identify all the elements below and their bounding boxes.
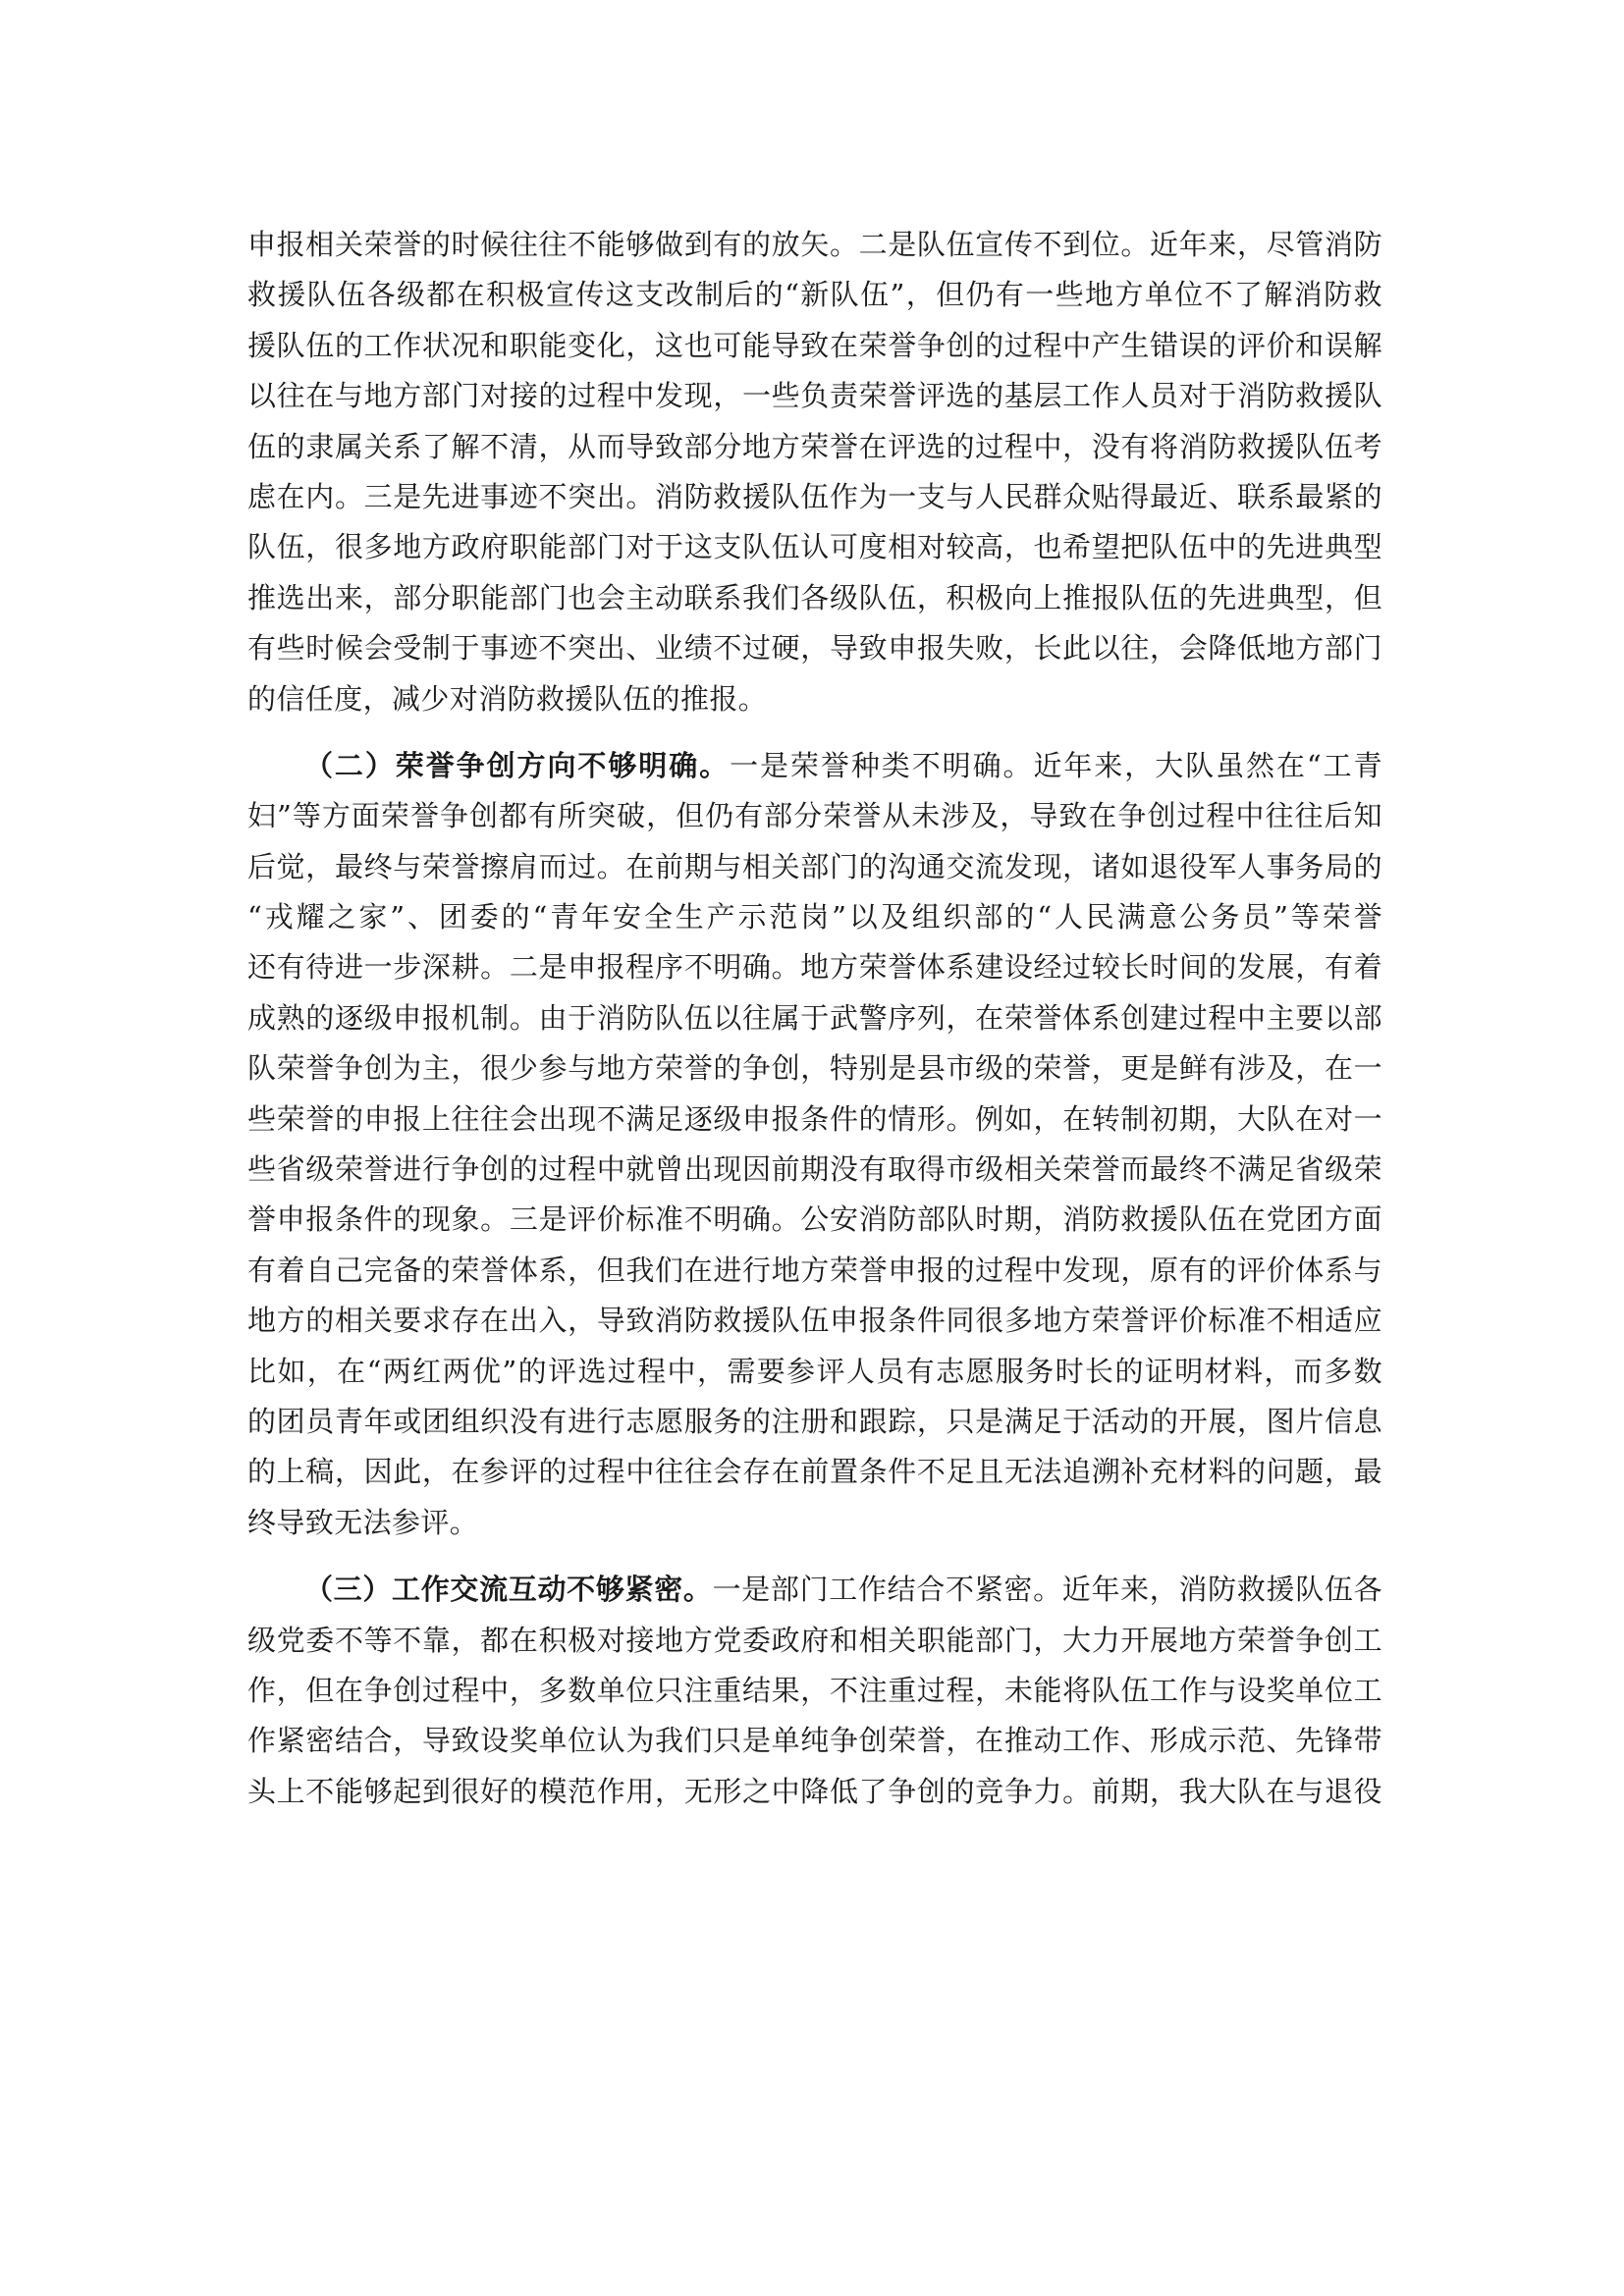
paragraph-line: 些省级荣誉进行争创的过程中就曾出现因前期没有取得市级相关荣誉而最终不满足省级荣: [247, 1152, 1382, 1187]
paragraph-line: 以往在与地方部门对接的过程中发现，一些负责荣誉评选的基层工作人员对于消防救援队: [247, 379, 1382, 413]
paragraph-line: 申报相关荣誉的时候往往不能够做到有的放矢。二是队伍宣传不到位。近年来，尽管消防: [247, 228, 1382, 261]
paragraph-line: 地方的相关要求存在出入，导致消防救援队伍申报条件同很多地方荣誉评价标准不相适应: [247, 1304, 1382, 1338]
paragraph-line: 级党委不等不靠，都在积极对接地方党委政府和相关职能部门，大力开展地方荣誉争创工: [247, 1623, 1382, 1657]
paragraph-line: 有着自己完备的荣誉体系，但我们在进行地方荣誉申报的过程中发现，原有的评价体系与: [247, 1253, 1382, 1287]
paragraph-line: 还有待进一步深耕。二是申报程序不明确。地方荣誉体系建设经过较长时间的发展，有着: [247, 950, 1382, 985]
document-body: [247, 220, 1382, 1817]
paragraph-line: 的信任度，减少对消防救援队伍的推报。: [247, 681, 768, 716]
paragraph-line: 救援队伍各级都在积极宣传这支改制后的“新队伍”，但仍有一些地方单位不了解消防救: [247, 278, 1382, 312]
paragraph-line: 有些时候会受制于事迹不突出、业绩不过硬，导致申报失败，长此以往，会降低地方部门: [247, 631, 1382, 666]
paragraph-line: 伍的隶属关系了解不清，从而导致部分地方荣誉在评选的过程中，没有将消防救援队伍考: [247, 429, 1382, 463]
paragraph-line: 誉申报条件的现象。三是评价标准不明确。公安消防部队时期，消防救援队伍在党团方面: [247, 1202, 1382, 1237]
section-3-first-line: [247, 1565, 1382, 1615]
paragraph-line: 作紧密结合，导致设奖单位认为我们只是单纯争创荣誉，在推动工作、形成示范、先锋带: [247, 1724, 1382, 1758]
paragraph-line: 头上不能够起到很好的模范作用，无形之中降低了争创的竞争力。前期，我大队在与退役: [247, 1774, 1382, 1808]
paragraph-gap: [247, 1548, 1382, 1565]
section-2-first-line: [247, 741, 1382, 791]
paragraph-line: 终导致无法参评。: [247, 1505, 479, 1539]
section-2-heading: （二）荣誉争创方向不够明确。: [304, 748, 731, 782]
paragraph-line: 的上稿，因此，在参评的过程中往往会存在前置条件不足且无法追溯补充材料的问题，最: [247, 1455, 1382, 1489]
paragraph-line: 些荣誉的申报上往往会出现不满足逐级申报条件的情形。例如，在转制初期，大队在对一: [247, 1101, 1382, 1136]
paragraph-line: 队荣誉争创为主，很少参与地方荣誉的争创，特别是县市级的荣誉，更是鲜有涉及，在一: [247, 1051, 1382, 1086]
paragraph-line: 的团员青年或团组织没有进行志愿服务的注册和跟踪，只是满足于活动的开展，图片信息: [247, 1404, 1382, 1438]
paragraph-line: 比如，在“两红两优”的评选过程中，需要参评人员有志愿服务时长的证明材料，而多数: [247, 1354, 1382, 1388]
paragraph-line: 成熟的逐级申报机制。由于消防队伍以往属于武警序列，在荣誉体系创建过程中主要以部: [247, 1000, 1382, 1035]
paragraph-line: 队伍，很多地方政府职能部门对于这支队伍认可度相对较高，也希望把队伍中的先进典型: [247, 530, 1382, 564]
section-2-first-text: 一是荣誉种类不明确。近年来，大队虽然在“工青: [730, 748, 1382, 782]
paragraph-line: 妇”等方面荣誉争创都有所突破，但仍有部分荣誉从未涉及，导致在争创过程中往往后知: [247, 799, 1382, 833]
paragraph-line: 后觉，最终与荣誉擦肩而过。在前期与相关部门的沟通交流发现，诸如退役军人事务局的: [247, 849, 1382, 883]
paragraph-line: 援队伍的工作状况和职能变化，这也可能导致在荣誉争创的过程中产生错误的评价和误解: [247, 328, 1382, 362]
paragraph-line: “戎耀之家”、团委的“青年安全生产示范岗”以及组织部的“人民满意公务员”等荣誉: [247, 900, 1382, 934]
paragraph-line: 作，但在争创过程中，多数单位只注重结果，不注重过程，未能将队伍工作与设奖单位工: [247, 1673, 1382, 1707]
paragraph-line: 虑在内。三是先进事迹不突出。消防救援队伍作为一支与人民群众贴得最近、联系最紧的: [247, 479, 1382, 513]
section-3-first-text: 一是部门工作结合不紧密。近年来，消防救援队伍各: [712, 1573, 1382, 1607]
paragraph-line: 推选出来，部分职能部门也会主动联系我们各级队伍，积极向上推报队伍的先进典型，但: [247, 580, 1382, 614]
paragraph-gap: [247, 724, 1382, 741]
section-3-heading: （三）工作交流互动不够紧密。: [304, 1573, 713, 1607]
